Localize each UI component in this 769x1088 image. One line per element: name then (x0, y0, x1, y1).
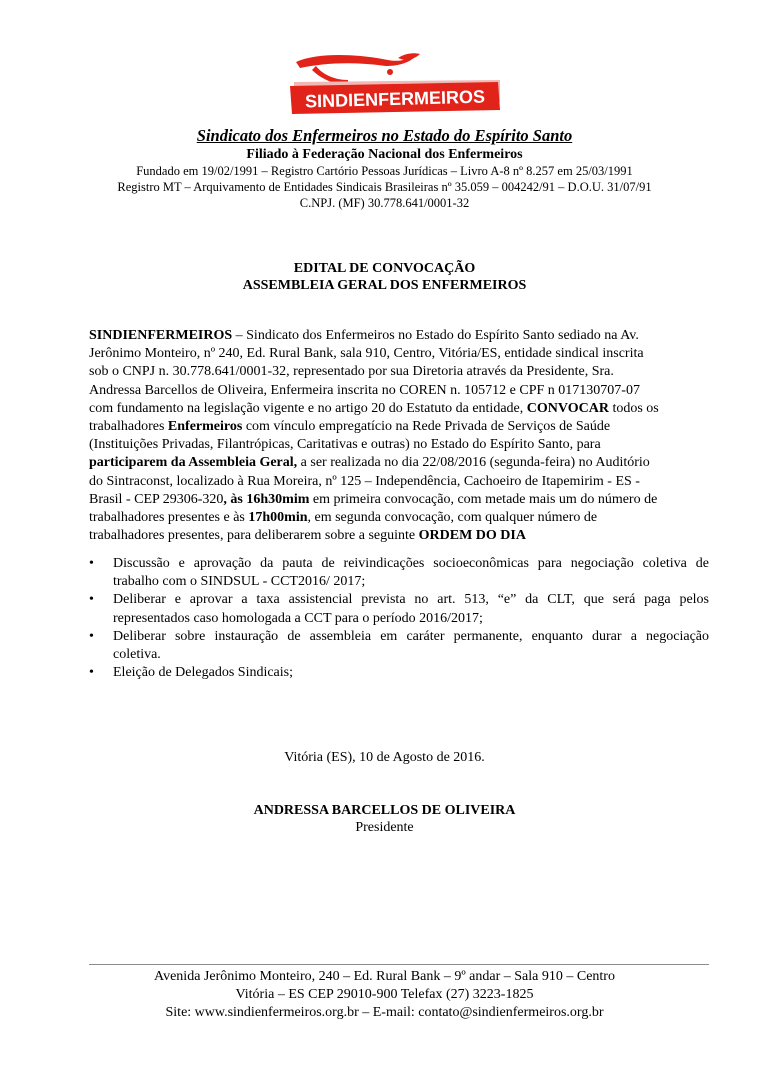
agenda-heading: ORDEM DO DIA (418, 528, 526, 544)
list-item-line: Deliberar sobre instauração de assembleia em caráter permanente, enquanto durar a negociação (113, 628, 709, 644)
paragraph-text: trabalhadores presentes e às (89, 510, 249, 526)
list-item-line: representados caso homologada a CCT para o período 2016/2017; (113, 610, 483, 626)
footer-phone: Vitória – ES CEP 29010-900 Telefax (27) 3223-1825 (235, 987, 534, 1002)
paragraph-text: com fundamento na legislação vigente e no artigo 20 do Estatuto da entidade, (89, 400, 527, 416)
bullet-icon: • (89, 556, 94, 571)
edital-subtitle: ASSEMBLEIA GERAL DOS ENFERMEIROS (242, 278, 527, 293)
list-item-line: Deliberar e aprovar a taxa assistencial prevista no art. 513, “e” da CLT, que será paga pelos (113, 592, 709, 608)
union-affiliation: Filiado à Federação Nacional dos Enfermeiros (246, 147, 523, 162)
paragraph-line: sob o CNPJ n. 30.778.641/0001-32, representado por sua Diretoria através da Presidente, Sra. (89, 364, 614, 380)
paragraph-text: a ser realizada no dia 22/08/2016 (segunda-feira) no Auditório (297, 455, 650, 471)
list-item-line: Eleição de Delegados Sindicais; (113, 665, 293, 681)
list-item-line: trabalho com o SINDSUL - CCT2016/ 2017; (113, 574, 366, 590)
paragraph-text: , em segunda convocação, com qualquer número de (307, 510, 598, 526)
paragraph-text: trabalhadores (89, 419, 168, 435)
paragraph-line (89, 491, 709, 509)
list-item (89, 591, 709, 627)
paragraph-line (89, 400, 709, 418)
paragraph-text: Brasil - CEP 29306-320 (89, 491, 224, 507)
paragraph-text: – Sindicato dos Enfermeiros no Estado do Espírito Santo sediado na Av. (232, 328, 639, 343)
paragraph-text: com vínculo empregatício na Rede Privada de Serviços de Saúde (242, 419, 611, 435)
paragraph-text: em primeira convocação, com metade mais um do número de (309, 491, 658, 507)
paragraph-line (89, 327, 709, 345)
signatory-role: Presidente (355, 820, 414, 835)
document-date: Vitória (ES), 10 de Agosto de 2016. (284, 750, 485, 765)
footer-contact: Site: www.sindienfermeiros.org.br – E-mail: contato@sindienfermeiros.org.br (165, 1005, 604, 1020)
logo-graphic (288, 52, 504, 120)
registration-info: Registro MT – Arquivamento de Entidades Sindicais Brasileiras nº 35.059 – 004242/91 – D.O.U. 31/07/91 (117, 180, 652, 194)
paragraph-line: Andressa Barcellos de Oliveira, Enfermeira inscrita no COREN n. 105712 e CPF n 017130707-07 (89, 382, 640, 398)
second-call-time: 17h00min (248, 510, 308, 526)
bullet-icon: • (89, 665, 94, 681)
enfermeiros-bold: Enfermeiros (167, 419, 243, 435)
cnpj-info: C.NPJ. (MF) 30.778.641/0001-32 (299, 196, 470, 210)
first-call-time: 16h30mim (246, 491, 310, 507)
founding-info: Fundado em 19/02/1991 – Registro Cartório Pessoas Jurídicas – Livro A-8 nº 8.257 em 25/03/1991 (136, 164, 633, 178)
paragraph-line: do Sintraconst, localizado à Rua Moreira, nº 125 – Independência, Cachoeiro de Itapemirim - ES - (89, 473, 640, 489)
paragraph-line: Jerônimo Monteiro, nº 240, Ed. Rural Bank, sala 910, Centro, Vitória/ES, entidade sindical inscrita (89, 346, 644, 362)
paragraph-text: trabalhadores presentes, para deliberarem sobre a seguinte (89, 528, 419, 544)
paragraph-line: (Instituições Privadas, Filantrópicas, Caritativas e outras) no Estado do Espírito Santo, para (89, 437, 601, 453)
footer-divider (89, 964, 709, 965)
union-acronym: SINDIENFERMEIROS (89, 328, 233, 343)
convocation-paragraph (89, 327, 709, 545)
agenda-list (89, 555, 709, 682)
list-item-line: Discussão e aprovação da pauta de reivindicações socioeconômicas para negociação coletiva de (113, 556, 709, 571)
footer-address: Avenida Jerônimo Monteiro, 240 – Ed. Rural Bank – 9º andar – Sala 910 – Centro (154, 969, 615, 984)
list-item (89, 628, 709, 664)
bullet-icon: • (89, 628, 94, 644)
list-item (89, 555, 709, 591)
time-sep-bold: , às (223, 491, 247, 507)
sindienfermeiros-logo (288, 52, 504, 120)
paragraph-text: todos os (608, 400, 659, 416)
edital-title: EDITAL DE CONVOCAÇÃO (293, 261, 476, 276)
paragraph-line (89, 509, 709, 527)
signatory-name: ANDRESSA BARCELLOS DE OLIVEIRA (253, 803, 516, 818)
bullet-icon: • (89, 592, 94, 608)
paragraph-line (89, 418, 709, 436)
union-name: Sindicato dos Enfermeiros no Estado do Espírito Santo (196, 126, 573, 145)
paragraph-line (89, 454, 709, 472)
list-item (89, 664, 709, 682)
assembly-bold: participarem da Assembleia Geral, (89, 455, 298, 471)
convocar-bold: CONVOCAR (526, 400, 609, 416)
logo-text: SINDIENFERMEIROS (304, 86, 486, 112)
list-item-line: coletiva. (113, 647, 161, 663)
paragraph-line (89, 527, 709, 545)
